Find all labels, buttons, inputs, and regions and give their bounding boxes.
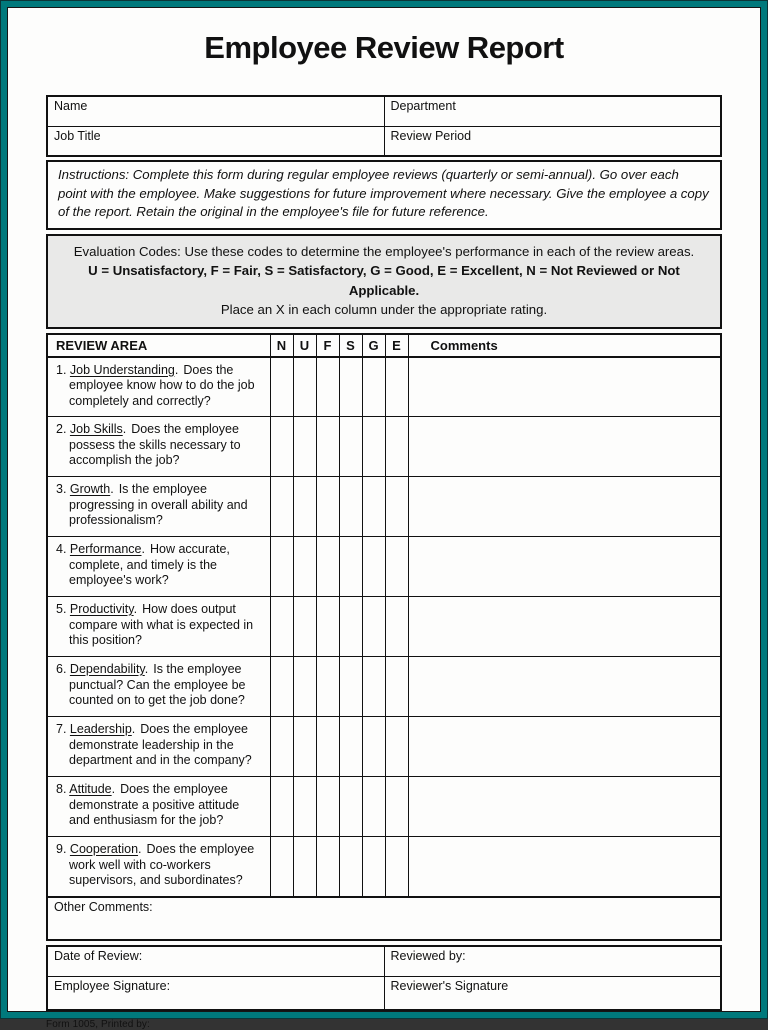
comments-cell[interactable] xyxy=(408,837,721,897)
row-number: 9. xyxy=(56,842,67,856)
rating-cell-f[interactable] xyxy=(316,597,339,657)
term-period: . xyxy=(122,422,127,436)
review-area-cell xyxy=(47,777,270,837)
review-term: Productivity xyxy=(69,602,134,616)
evaluation-codes-line2: U = Unsatisfactory, F = Fair, S = Satisfactory, G = Good, E = Excellent, N = Not Reviewed or Not Applicable. xyxy=(88,263,680,298)
row-number: 3. xyxy=(56,482,67,496)
review-desc: Does the employee possess the skills necessary to accomplish the job? xyxy=(69,422,241,467)
review-desc: Does the employee know how to do the job completely and correctly? xyxy=(69,362,255,408)
review-term: Growth xyxy=(69,482,111,496)
form-number-note: Form 1005, Printed by: xyxy=(46,1018,150,1030)
rating-cell-f[interactable] xyxy=(316,837,339,897)
rating-cell-f[interactable] xyxy=(316,537,339,597)
review-term: Attitude xyxy=(69,782,112,796)
review-table xyxy=(46,333,722,941)
job-title-field[interactable] xyxy=(47,126,384,156)
rating-cell-n[interactable] xyxy=(270,477,293,537)
rating-cell-s[interactable] xyxy=(339,537,362,597)
employee-signature-label: Employee Signature: xyxy=(54,979,171,993)
review-area-cell xyxy=(47,537,270,597)
rating-cell-u[interactable] xyxy=(293,777,316,837)
term-period: . xyxy=(133,602,138,616)
rating-cell-n[interactable] xyxy=(270,837,293,897)
reviewed-by-field[interactable] xyxy=(384,946,721,977)
rating-cell-f[interactable] xyxy=(316,417,339,477)
rating-cell-u[interactable] xyxy=(293,417,316,477)
rating-cell-n[interactable] xyxy=(270,357,293,417)
row-number: 7. xyxy=(56,722,67,736)
review-row-5 xyxy=(47,597,721,657)
date-of-review-label: Date of Review: xyxy=(54,948,143,963)
code-header-u: U xyxy=(293,334,316,357)
rating-cell-u[interactable] xyxy=(293,477,316,537)
other-comments-label: Other Comments: xyxy=(54,899,153,914)
rating-cell-f[interactable] xyxy=(316,777,339,837)
form-page xyxy=(7,7,761,1030)
review-desc: Is the employee progressing in overall ability and professionalism? xyxy=(69,482,248,527)
review-table-header-row xyxy=(47,334,721,357)
code-header-n: N xyxy=(270,334,293,357)
rating-cell-n[interactable] xyxy=(270,717,293,777)
instructions-box xyxy=(46,160,722,230)
comments-cell[interactable] xyxy=(408,417,721,477)
rating-cell-n[interactable] xyxy=(270,657,293,717)
row-number: 5. xyxy=(56,602,67,616)
rating-cell-e[interactable] xyxy=(385,657,408,717)
review-row-7 xyxy=(47,717,721,777)
review-desc: How accurate, complete, and timely is the employee's work? xyxy=(69,542,230,587)
teal-border xyxy=(1,1,767,1030)
review-row-2 xyxy=(47,417,721,477)
row-number: 4. xyxy=(56,542,67,556)
rating-cell-g[interactable] xyxy=(362,657,385,717)
rating-cell-n[interactable] xyxy=(270,537,293,597)
code-header-e: E xyxy=(385,334,408,357)
rating-cell-s[interactable] xyxy=(339,597,362,657)
signature-table xyxy=(46,945,722,1011)
rating-cell-f[interactable] xyxy=(316,357,339,417)
name-field[interactable] xyxy=(47,96,384,126)
rating-cell-u[interactable] xyxy=(293,657,316,717)
review-period-label: Review Period xyxy=(390,128,472,143)
review-area-cell xyxy=(47,357,270,417)
employee-signature-field[interactable] xyxy=(47,977,384,1010)
review-row-4 xyxy=(47,537,721,597)
evaluation-codes-line3: Place an X in each column under the appropriate rating. xyxy=(220,302,548,317)
rating-cell-g[interactable] xyxy=(362,717,385,777)
review-term: Performance xyxy=(69,542,142,556)
comments-cell[interactable] xyxy=(408,597,721,657)
review-row-6 xyxy=(47,657,721,717)
rating-cell-e[interactable] xyxy=(385,417,408,477)
rating-cell-f[interactable] xyxy=(316,477,339,537)
rating-cell-g[interactable] xyxy=(362,597,385,657)
identity-table xyxy=(46,95,722,157)
rating-cell-e[interactable] xyxy=(385,477,408,537)
term-period: . xyxy=(174,362,179,377)
comments-cell[interactable] xyxy=(408,477,721,537)
term-period: . xyxy=(111,782,116,796)
review-term: Cooperation xyxy=(69,842,139,856)
department-field[interactable] xyxy=(384,96,721,126)
code-header-g: G xyxy=(362,334,385,357)
name-label: Name xyxy=(54,99,88,113)
term-period: . xyxy=(110,482,114,496)
reviewer-signature-field[interactable] xyxy=(384,977,721,1010)
rating-cell-u[interactable] xyxy=(293,357,316,417)
rating-cell-e[interactable] xyxy=(385,357,408,417)
rating-cell-e[interactable] xyxy=(385,837,408,897)
review-term: Job Understanding xyxy=(69,362,175,377)
rating-cell-s[interactable] xyxy=(339,417,362,477)
review-area-cell xyxy=(47,417,270,477)
rating-cell-f[interactable] xyxy=(316,717,339,777)
review-term: Dependability xyxy=(69,662,145,676)
rating-cell-g[interactable] xyxy=(362,777,385,837)
rating-cell-e[interactable] xyxy=(385,777,408,837)
rating-cell-s[interactable] xyxy=(339,777,362,837)
evaluation-codes-line1: Evaluation Codes: Use these codes to determine the employee's performance in each of the review areas. xyxy=(73,243,695,259)
review-desc: Is the employee punctual? Can the employee be counted on to get the job done? xyxy=(69,662,246,707)
page-title: Employee Review Report xyxy=(204,30,564,65)
rating-cell-f[interactable] xyxy=(316,657,339,717)
review-row-3 xyxy=(47,477,721,537)
rating-cell-n[interactable] xyxy=(270,417,293,477)
department-label: Department xyxy=(390,99,456,113)
row-number: 1. xyxy=(56,362,67,377)
term-period: . xyxy=(144,662,149,676)
review-row-8 xyxy=(47,777,721,837)
review-area-cell xyxy=(47,837,270,897)
rating-cell-g[interactable] xyxy=(362,417,385,477)
rating-cell-s[interactable] xyxy=(339,717,362,777)
rating-cell-g[interactable] xyxy=(362,837,385,897)
review-row-9 xyxy=(47,837,721,897)
review-area-header: REVIEW AREA xyxy=(47,334,270,357)
instructions-text: Instructions: Complete this form during regular employee reviews (quarterly or semi-annual). Go over each point with the employee. Make suggestions for future improvement where necessary. Give the employee a copy of the report. Retain the original in the employee's file for future reference. xyxy=(58,167,709,219)
rating-cell-u[interactable] xyxy=(293,837,316,897)
comments-cell[interactable] xyxy=(408,657,721,717)
rating-cell-s[interactable] xyxy=(339,477,362,537)
code-header-s: S xyxy=(339,334,362,357)
comments-cell[interactable] xyxy=(408,357,721,417)
row-number: 2. xyxy=(56,422,67,436)
review-desc: How does output compare with what is expected in this position? xyxy=(69,602,254,647)
rating-cell-s[interactable] xyxy=(339,837,362,897)
review-desc: Does the employee work well with co-workers supervisors, and subordinates? xyxy=(69,842,255,887)
comments-cell[interactable] xyxy=(408,717,721,777)
review-term: Leadership xyxy=(69,722,132,736)
other-comments-row xyxy=(47,897,721,940)
rating-cell-n[interactable] xyxy=(270,777,293,837)
other-comments-field[interactable] xyxy=(47,897,721,940)
row-number: 6. xyxy=(56,662,67,676)
review-area-cell xyxy=(47,477,270,537)
rating-cell-g[interactable] xyxy=(362,477,385,537)
review-area-cell xyxy=(47,657,270,717)
code-header-f: F xyxy=(316,334,339,357)
review-row-1 xyxy=(47,357,721,417)
review-area-cell xyxy=(47,597,270,657)
rating-cell-e[interactable] xyxy=(385,597,408,657)
comments-cell[interactable] xyxy=(408,777,721,837)
review-area-cell xyxy=(47,717,270,777)
date-of-review-field[interactable] xyxy=(47,946,384,977)
reviewer-signature-label: Reviewer's Signature xyxy=(390,979,509,993)
rating-cell-e[interactable] xyxy=(385,537,408,597)
term-period: . xyxy=(131,722,136,736)
rating-cell-g[interactable] xyxy=(362,357,385,417)
review-term: Job Skills xyxy=(69,422,123,436)
rating-cell-g[interactable] xyxy=(362,537,385,597)
rating-cell-s[interactable] xyxy=(339,657,362,717)
rating-cell-u[interactable] xyxy=(293,597,316,657)
rating-cell-u[interactable] xyxy=(293,717,316,777)
rating-cell-u[interactable] xyxy=(293,537,316,597)
rating-cell-e[interactable] xyxy=(385,717,408,777)
row-number: 8. xyxy=(56,782,67,796)
review-desc: Does the employee demonstrate leadership in the department and in the company? xyxy=(69,722,252,767)
comments-cell[interactable] xyxy=(408,537,721,597)
form-content xyxy=(46,95,722,1030)
rating-cell-s[interactable] xyxy=(339,357,362,417)
comments-header: Comments xyxy=(408,334,721,357)
term-period: . xyxy=(141,542,145,556)
review-desc: Does the employee demonstrate a positive attitude and enthusiasm for the job? xyxy=(69,782,240,827)
job-title-label: Job Title xyxy=(54,128,101,143)
evaluation-codes-box xyxy=(46,234,722,329)
review-period-field[interactable] xyxy=(384,126,721,156)
term-period: . xyxy=(138,842,142,856)
reviewed-by-label: Reviewed by: xyxy=(390,948,466,963)
rating-cell-n[interactable] xyxy=(270,597,293,657)
